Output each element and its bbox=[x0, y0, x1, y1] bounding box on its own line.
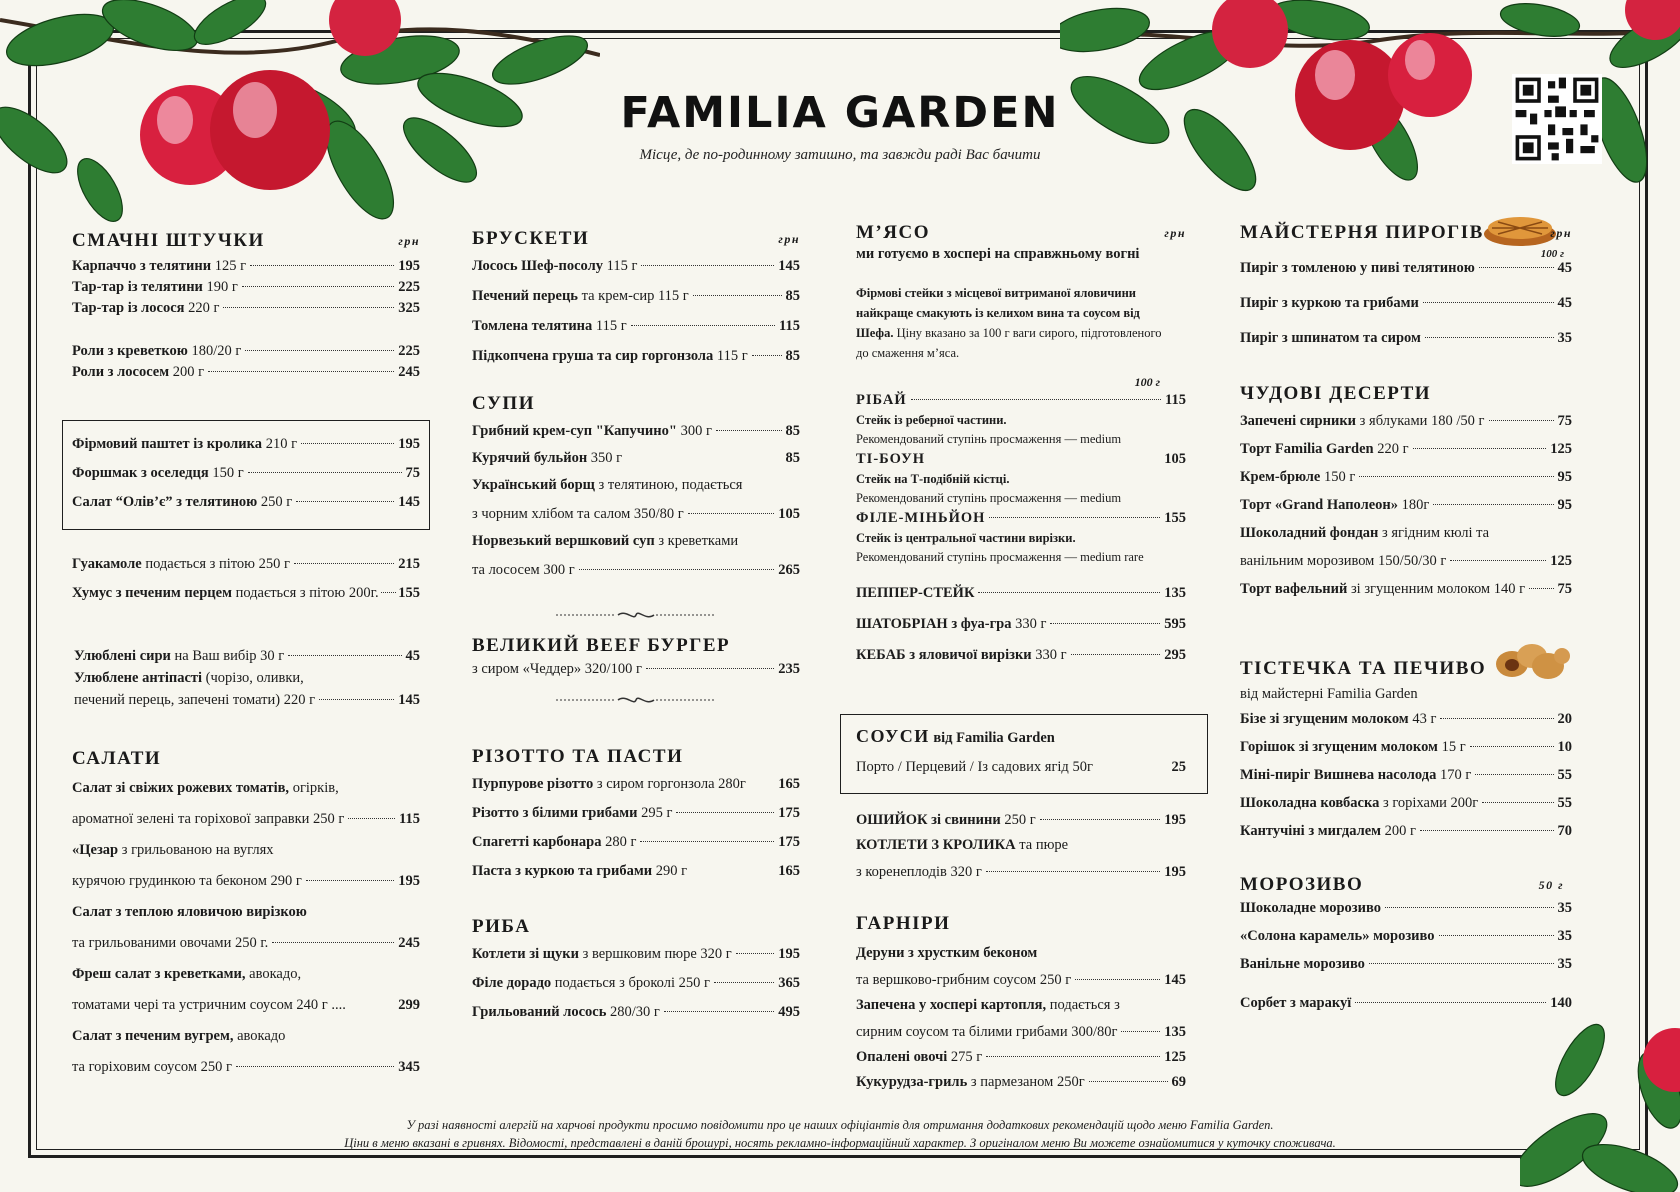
section-title-meat: М’ЯСО грн bbox=[856, 222, 1186, 243]
unit-label-100g: 100 г bbox=[1134, 375, 1160, 389]
menu-item[interactable]: ШАТОБРІАН з фуа-гра 330 г 595 bbox=[856, 616, 1186, 632]
price: 245 bbox=[398, 364, 420, 380]
sauces: СОУСИ від Familia Garden Порто / Перцевий / Із садових ягід 50г 25 bbox=[856, 726, 1186, 775]
salads bbox=[72, 748, 420, 1076]
section-title-sauces: СОУСИ bbox=[856, 726, 930, 746]
price: 140 bbox=[1550, 995, 1572, 1011]
section-title-burger: ВЕЛИКИЙ BEEF БУРГЕР bbox=[472, 635, 731, 656]
footer-allergy-note: У разі наявності алергій на харчові продукти просимо повідомити про це наших офіціантів для отримання додаткових рекомендацій щодо меню Familia Garden. bbox=[406, 1118, 1274, 1132]
steak-rec: Рекомендований ступінь просмаження — medium bbox=[856, 491, 1122, 505]
price: 145 bbox=[778, 258, 800, 274]
price: 10 bbox=[1557, 739, 1572, 755]
price: 85 bbox=[785, 450, 800, 466]
menu-item[interactable]: Фірмовий паштет із кролика 210 г 195 bbox=[72, 436, 420, 452]
menu-item[interactable]: ФІЛЕ-МІНЬЙОН 155 bbox=[856, 510, 1186, 526]
section-title-bruschetta: БРУСКЕТИ грн bbox=[472, 228, 800, 249]
price: 115 bbox=[399, 811, 420, 827]
price: 299 bbox=[398, 997, 420, 1013]
menu-item[interactable]: Печений перець та крем-сир 115 г 85 bbox=[472, 288, 800, 304]
price: 125 bbox=[1550, 441, 1572, 457]
price: 365 bbox=[778, 975, 800, 991]
price: 165 bbox=[778, 863, 800, 879]
menu-item[interactable]: Кукурудза-гриль з пармезаном 250г 69 bbox=[856, 1074, 1186, 1090]
menu-item-cont: курячою грудинкою та беконом 290 г 195 bbox=[72, 873, 420, 889]
menu-item[interactable]: Грибний крем-суп "Капучино" 300 г 85 bbox=[472, 423, 800, 439]
price: 25 bbox=[1171, 759, 1186, 775]
price: 125 bbox=[1550, 553, 1572, 569]
dips bbox=[72, 556, 420, 602]
menu-item-cont: з коренеплодів 320 г 195 bbox=[856, 864, 1186, 880]
menu-item[interactable]: КЕБАБ з яловичої вирізки 330 г 295 bbox=[856, 647, 1186, 663]
menu-item-cont: та горіховим соусом 250 г 345 bbox=[72, 1059, 420, 1075]
price: 325 bbox=[398, 300, 420, 316]
menu-item-cont: томатами черi та устричним соусом 240 г .... 299 bbox=[72, 997, 420, 1013]
menu-item[interactable]: РІБАЙ 115 bbox=[856, 392, 1186, 408]
menu-item[interactable]: Грильований лосось 280/30 г 495 bbox=[472, 1004, 800, 1020]
menu-item[interactable]: Різотто з білими грибами 295 г 175 bbox=[472, 805, 800, 821]
menu-item[interactable]: «Солона карамель» морозиво 35 bbox=[1240, 928, 1572, 944]
price: 175 bbox=[778, 834, 800, 850]
price: 115 bbox=[1165, 392, 1186, 408]
menu-item[interactable]: Салат з печеним вугрем, авокадо bbox=[72, 1028, 286, 1044]
menu-item[interactable]: Філе дорадо подається з броколі 250 г 365 bbox=[472, 975, 800, 991]
section-title-cookies: ТІСТЕЧКА ТА ПЕЧИВО bbox=[1240, 658, 1572, 680]
menu-item[interactable]: Запечені сирники з яблуками 180 /50 г 75 bbox=[1240, 413, 1572, 429]
menu-item[interactable]: Запечена у хоспері картопля, подається з bbox=[856, 997, 1120, 1013]
cookies-icon bbox=[1490, 638, 1570, 682]
menu-item[interactable]: Сорбет з маракуї 140 bbox=[1240, 995, 1572, 1011]
menu-item[interactable]: Курячий бульйон 350 г 85 bbox=[472, 450, 800, 466]
section-title-risotto: РІЗОТТО ТА ПАСТИ bbox=[472, 746, 684, 767]
menu-item-cont: ароматної зелені та горіхової заправки 250 г 115 bbox=[72, 811, 420, 827]
price: 105 bbox=[1164, 451, 1186, 467]
price: 85 bbox=[785, 288, 800, 304]
price: 595 bbox=[1164, 616, 1186, 632]
menu-item[interactable]: Лосось Шеф-посолу 115 г 145 bbox=[472, 258, 800, 274]
price: 35 bbox=[1557, 928, 1572, 944]
menu-item-cont: сирним соусом та білими грибами 300/80г 135 bbox=[856, 1024, 1186, 1040]
menu-item[interactable]: Гуакамоле подається з пітою 250 г 215 bbox=[72, 556, 420, 572]
unit-label: грн bbox=[1164, 226, 1186, 240]
menu-item[interactable]: з сиром «Чеддер» 320/100 г 235 bbox=[472, 661, 800, 677]
price: 175 bbox=[778, 805, 800, 821]
steak-sub: Стейк із центральної частини вирізки. bbox=[856, 531, 1076, 545]
price: 225 bbox=[398, 279, 420, 295]
price: 195 bbox=[398, 873, 420, 889]
menu-item[interactable]: Пиріг з томленою у пиві телятиною 45 bbox=[1240, 260, 1572, 276]
menu-item-cont: та вершково-грибним соусом 250 г 145 bbox=[856, 972, 1186, 988]
price: 35 bbox=[1557, 330, 1572, 346]
menu-item-cont: печений перець, запечені томати) 220 г 145 bbox=[74, 692, 420, 708]
menu-item[interactable]: Томлена телятина 115 г 115 bbox=[472, 318, 800, 334]
price: 69 bbox=[1171, 1074, 1186, 1090]
price: 115 bbox=[779, 318, 800, 334]
price: 55 bbox=[1557, 767, 1572, 783]
column-1 bbox=[72, 230, 420, 381]
menu-item[interactable]: Пурпурове різотто з сиром горгонзола 280г 165 bbox=[472, 776, 800, 792]
price: 215 bbox=[398, 556, 420, 572]
price: 195 bbox=[398, 258, 420, 274]
menu-item[interactable]: Горішок зі згущеним молоком 15 г 10 bbox=[1240, 739, 1572, 755]
price: 95 bbox=[1557, 497, 1572, 513]
price: 195 bbox=[1164, 864, 1186, 880]
ornament-divider-icon bbox=[556, 609, 716, 621]
menu-item[interactable]: Кантучіні з мигдалем 200 г 70 bbox=[1240, 823, 1572, 839]
menu-item-cont: та грильованими овочами 250 г. 245 bbox=[72, 935, 420, 951]
price: 75 bbox=[405, 465, 420, 481]
qr-code-icon[interactable] bbox=[1512, 74, 1602, 164]
menu-item[interactable]: Торт Familia Garden 220 г 125 bbox=[1240, 441, 1572, 457]
featured-items bbox=[72, 436, 420, 511]
price: 70 bbox=[1557, 823, 1572, 839]
steak-rec: Рекомендований ступінь просмаження — medium bbox=[856, 432, 1122, 446]
menu-item[interactable]: Український борщ з телятиною, подається bbox=[472, 477, 743, 493]
section-title-icecream: МОРОЗИВО 50 г bbox=[1240, 874, 1564, 895]
price: 265 bbox=[778, 562, 800, 578]
price: 55 bbox=[1557, 795, 1572, 811]
menu-item[interactable]: Опалені овочі 275 г 125 bbox=[856, 1049, 1186, 1065]
price: 20 bbox=[1557, 711, 1572, 727]
unit-label-100g: 100 г bbox=[1540, 248, 1564, 260]
steak-rec: Рекомендований ступінь просмаження — medium rare bbox=[856, 550, 1144, 564]
price: 495 bbox=[778, 1004, 800, 1020]
menu-item[interactable]: Форшмак з оселедця 150 г 75 bbox=[72, 465, 420, 481]
menu-item[interactable]: «Цезар з грильованою на вуглях bbox=[72, 842, 274, 858]
pie-icon bbox=[1482, 210, 1558, 248]
section-title-salads: САЛАТИ bbox=[72, 748, 162, 769]
menu-item[interactable]: Салат “Олів’є” з телятиною 250 г 145 bbox=[72, 494, 420, 510]
section-title-pies: МАЙСТЕРНЯ ПИРОГІВ грн bbox=[1240, 222, 1572, 244]
price: 125 bbox=[1164, 1049, 1186, 1065]
price: 135 bbox=[1164, 1024, 1186, 1040]
price: 195 bbox=[778, 946, 800, 962]
footer-legal-note: Ціни в меню вказані в гривнях. Відомості, представлені в даній брошурі, носять рекламно-інформаційний характер. З оригіналом меню Ви можете ознайомитися у куточку споживача. bbox=[344, 1136, 1336, 1150]
ornament-divider-icon bbox=[556, 694, 716, 706]
unit-label: грн bbox=[778, 232, 800, 246]
price: 35 bbox=[1557, 956, 1572, 972]
menu-item[interactable]: Хумус з печеним перцем подається з пітою 200г. 155 bbox=[72, 585, 420, 601]
menu-item[interactable]: Деруни з хрустким беконом bbox=[856, 945, 1038, 961]
menu-item[interactable]: Міні-пиріг Вишнева насолода 170 г 55 bbox=[1240, 767, 1572, 783]
price: 85 bbox=[785, 423, 800, 439]
menu-item[interactable]: Ванільне морозиво 35 bbox=[1240, 956, 1572, 972]
price: 85 bbox=[785, 348, 800, 364]
menu-item[interactable]: Норвезький вершковий суп з креветками bbox=[472, 533, 739, 549]
price: 165 bbox=[778, 776, 800, 792]
section-title-smachni bbox=[72, 230, 420, 252]
cheese-antipasti bbox=[74, 648, 420, 709]
section-title-soups: СУПИ bbox=[472, 393, 535, 414]
meat-subtitle: ми готуємо в хоспері на справжньому вогні bbox=[856, 246, 1140, 262]
section-title-text: СМАЧНІ ШТУЧКИ bbox=[72, 230, 265, 251]
menu-item[interactable]: Торт «Grand Наполеон» 180г 95 bbox=[1240, 497, 1572, 513]
price: 195 bbox=[398, 436, 420, 452]
price: 145 bbox=[398, 494, 420, 510]
price: 195 bbox=[1164, 812, 1186, 828]
price: 225 bbox=[398, 343, 420, 359]
menu-item[interactable]: Підкопчена груша та сир горгонзола 115 г 85 bbox=[472, 348, 800, 364]
cookies-subtitle: від майстерні Familia Garden bbox=[1240, 686, 1418, 702]
price: 295 bbox=[1164, 647, 1186, 663]
menu-item[interactable]: Шоколадна ковбаска з горіхами 200г 55 bbox=[1240, 795, 1572, 811]
menu-item[interactable]: Салат з теплою яловичою вирізкою bbox=[72, 904, 307, 920]
price: 245 bbox=[398, 935, 420, 951]
steak-sub: Стейк із реберної частини. bbox=[856, 413, 1007, 427]
menu-item[interactable]: Бізе зі згущеним молоком 43 г 20 bbox=[1240, 711, 1572, 727]
menu-item[interactable]: Карпаччо з телятини 125 г 195 bbox=[72, 258, 420, 274]
column-3-lower bbox=[856, 812, 1186, 1091]
price: 35 bbox=[1557, 900, 1572, 916]
section-title-fish: РИБА bbox=[472, 916, 531, 937]
menu-item[interactable]: Тар-тар із телятини 190 г 225 bbox=[72, 279, 420, 295]
price: 145 bbox=[1164, 972, 1186, 988]
column-2 bbox=[472, 228, 800, 1021]
price: 345 bbox=[398, 1059, 420, 1075]
menu-item-cont: з чорним хлібом та салом 350/80 г 105 bbox=[472, 506, 800, 522]
menu-item[interactable]: Порто / Перцевий / Із садових ягід 50г 25 bbox=[856, 759, 1186, 775]
column-3 bbox=[856, 222, 1186, 664]
apple-branch-bottom-right-illustration bbox=[1520, 1000, 1680, 1192]
menu-item[interactable]: Шоколадне морозиво 35 bbox=[1240, 900, 1572, 916]
menu-item[interactable]: Спагетті карбонара 280 г 175 bbox=[472, 834, 800, 850]
menu-item[interactable]: ПЕППЕР-СТЕЙК 135 bbox=[856, 585, 1186, 601]
price: 235 bbox=[778, 661, 800, 677]
menu-item[interactable]: ОШИЙОК зі свинини 250 г 195 bbox=[856, 812, 1186, 828]
price: 155 bbox=[398, 585, 420, 601]
menu-item[interactable]: Роли з лососем 200 г 245 bbox=[72, 364, 420, 380]
menu-item[interactable]: Паста з куркою та грибами 290 г 165 bbox=[472, 863, 800, 879]
menu-item-cont: та лососем 300 г 265 bbox=[472, 562, 800, 578]
menu-item[interactable]: Салат зі свіжих рожевих томатів, огірків, bbox=[72, 780, 339, 796]
price: 45 bbox=[1557, 260, 1572, 276]
price: 135 bbox=[1164, 585, 1186, 601]
menu-item[interactable]: Шоколадний фондан з ягідним кюлі та bbox=[1240, 525, 1490, 541]
menu-item[interactable]: Крем-брюле 150 г 95 bbox=[1240, 469, 1572, 485]
price: 155 bbox=[1164, 510, 1186, 526]
unit-label: грн bbox=[1550, 226, 1572, 240]
menu-item[interactable]: КОТЛЕТИ З КРОЛИКА та пюре bbox=[856, 837, 1069, 853]
menu-item[interactable]: Улюблені сири на Ваш вибір 30 г 45 bbox=[74, 648, 420, 664]
menu-item[interactable]: Улюблене антіпасті (чорізо, оливки, bbox=[74, 670, 304, 686]
section-title-garnish: ГАРНІРИ bbox=[856, 913, 951, 934]
price: 75 bbox=[1557, 413, 1572, 429]
column-4 bbox=[1240, 222, 1572, 1012]
menu-item[interactable]: Торт вафельний зі згущенним молоком 140 г 75 bbox=[1240, 581, 1572, 597]
unit-label: 50 г bbox=[1538, 878, 1564, 892]
menu-item[interactable]: Пиріг з куркою та грибами 45 bbox=[1240, 295, 1572, 311]
price: 145 bbox=[398, 692, 420, 708]
section-title-desserts: ЧУДОВІ ДЕСЕРТИ bbox=[1240, 383, 1432, 404]
price: 45 bbox=[1557, 295, 1572, 311]
brand-logo-title: FAMILIA GARDEN bbox=[620, 88, 1060, 138]
menu-item[interactable]: Пиріг з шпинатом та сиром 35 bbox=[1240, 330, 1572, 346]
price: 75 bbox=[1557, 581, 1572, 597]
meat-description: Фірмові стейки з місцевої витриманої яловичини найкраще смакують із келихом вина та соусом від Шефа. Ціну вказано за 100 г ваги сирого, підготовленого до смаження м’яса. bbox=[856, 286, 1162, 360]
price: 105 bbox=[778, 506, 800, 522]
menu-item[interactable]: ТІ-БОУН 105 bbox=[856, 451, 1186, 467]
menu-item[interactable]: Роли з креветкою 180/20 г 225 bbox=[72, 343, 420, 359]
menu-item[interactable]: Котлети зі щуки з вершковим пюре 320 г 195 bbox=[472, 946, 800, 962]
price: 45 bbox=[405, 648, 420, 664]
unit-label: грн bbox=[398, 234, 420, 248]
steak-sub: Стейк на Т-подібній кістці. bbox=[856, 472, 1010, 486]
price: 95 bbox=[1557, 469, 1572, 485]
tagline: Місце, де по-родинному затишно, та завжди раді Вас бачити bbox=[639, 147, 1041, 163]
menu-item-cont: ванільним морозивом 150/50/30 г 125 bbox=[1240, 553, 1572, 569]
menu-item[interactable]: Тар-тар із лосося 220 г 325 bbox=[72, 300, 420, 316]
menu-item[interactable]: Фреш салат з креветками, авокадо, bbox=[72, 966, 302, 982]
